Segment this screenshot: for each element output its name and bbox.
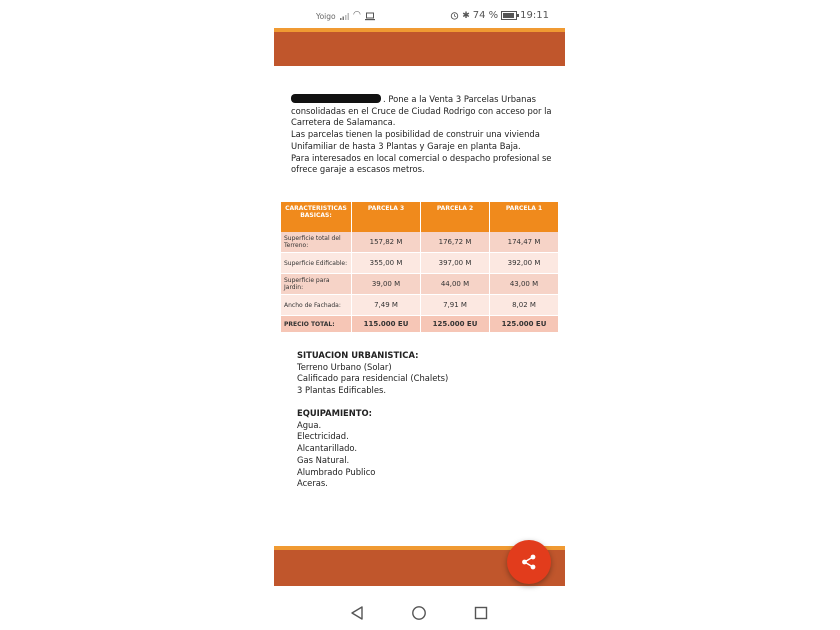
- table-row: [281, 232, 559, 253]
- column-header: PARCELA 2: [421, 202, 490, 232]
- list-item: Alcantarillado.: [297, 443, 358, 454]
- section-line: 3 Plantas Edificables.: [297, 385, 387, 396]
- table-header-row: [281, 202, 559, 232]
- carrier-label: Yoigo: [316, 12, 336, 21]
- cell: 174,47 M: [490, 232, 559, 253]
- list-item: Electricidad.: [297, 431, 349, 442]
- alarm-icon: [450, 11, 459, 20]
- section-heading: EQUIPAMIENTO:: [297, 408, 372, 418]
- cell: 125.000 EU: [490, 316, 559, 333]
- table-row: [281, 295, 559, 316]
- laptop-icon: [365, 12, 375, 21]
- cell: 157,82 M: [352, 232, 421, 253]
- signal-icon: [340, 12, 350, 20]
- redacted-name: [291, 94, 381, 103]
- cell: 125.000 EU: [421, 316, 490, 333]
- cell: 39,00 M: [352, 274, 421, 295]
- table-row: [281, 274, 559, 295]
- intro-line: ofrece garaje a escasos metros.: [291, 164, 425, 175]
- intro-line: Carretera de Salamanca.: [291, 117, 396, 128]
- back-button[interactable]: [348, 604, 366, 622]
- cell: 176,72 M: [421, 232, 490, 253]
- list-item: Gas Natural.: [297, 454, 350, 465]
- status-right: [450, 10, 549, 21]
- intro-line: . Pone a la Venta 3 Parcelas Urbanas: [383, 94, 536, 104]
- list-item: Aceras.: [297, 478, 328, 489]
- intro-line: Unifamiliar de hasta 3 Plantas y Garaje en planta Baja.: [291, 140, 521, 151]
- status-bar: [274, 8, 565, 26]
- cell: 43,00 M: [490, 274, 559, 295]
- navigation-bar: [274, 600, 565, 626]
- section-heading: SITUACION URBANISTICA:: [297, 350, 419, 360]
- table-row: [281, 253, 559, 274]
- cell: 115.000 EU: [352, 316, 421, 333]
- home-icon: [411, 605, 427, 621]
- cell: 44,00 M: [421, 274, 490, 295]
- header-band: [274, 28, 565, 66]
- clock: 19:11: [520, 10, 549, 21]
- table-row-total: [281, 316, 559, 333]
- column-header: PARCELA 1: [490, 202, 559, 232]
- wifi-icon: ◠: [353, 10, 361, 20]
- share-icon: [520, 553, 538, 571]
- recents-icon: [474, 606, 488, 620]
- cell: 355,00 M: [352, 253, 421, 274]
- battery-icon: [501, 11, 517, 20]
- intro-line: Las parcelas tienen la posibilidad de construir una vivienda: [291, 129, 540, 140]
- cell: 7,49 M: [352, 295, 421, 316]
- cell: 392,00 M: [490, 253, 559, 274]
- equipamiento-section: [297, 408, 547, 490]
- intro-line: consolidadas en el Cruce de Ciudad Rodrigo con acceso por la: [291, 105, 552, 116]
- document-page[interactable]: [274, 28, 565, 586]
- battery-percent: 74 %: [472, 10, 499, 21]
- bluetooth-icon: ✱: [462, 10, 470, 21]
- back-icon: [350, 605, 364, 621]
- row-label: PRECIO TOTAL:: [281, 316, 352, 333]
- row-label: Superficie Edificable:: [281, 253, 352, 274]
- column-header: CARACTERISTICAS BASICAS:: [281, 202, 352, 232]
- row-label: Superficie total del Terreno:: [281, 232, 352, 253]
- situacion-section: [297, 350, 547, 397]
- specs-table: [281, 202, 559, 333]
- section-line: Calificado para residencial (Chalets): [297, 373, 449, 384]
- cell: 397,00 M: [421, 253, 490, 274]
- list-item: Agua.: [297, 419, 322, 430]
- cell: 7,91 M: [421, 295, 490, 316]
- list-item: Alumbrado Publico: [297, 466, 376, 477]
- row-label: Ancho de Fachada:: [281, 295, 352, 316]
- recents-button[interactable]: [472, 604, 490, 622]
- cell: 8,02 M: [490, 295, 559, 316]
- intro-text: [291, 94, 553, 176]
- share-button[interactable]: [507, 540, 551, 584]
- column-header: PARCELA 3: [352, 202, 421, 232]
- home-button[interactable]: [410, 604, 428, 622]
- intro-line: Para interesados en local comercial o despacho profesional se: [291, 152, 552, 163]
- row-label: Superficie para Jardin:: [281, 274, 352, 295]
- section-line: Terreno Urbano (Solar): [297, 361, 392, 372]
